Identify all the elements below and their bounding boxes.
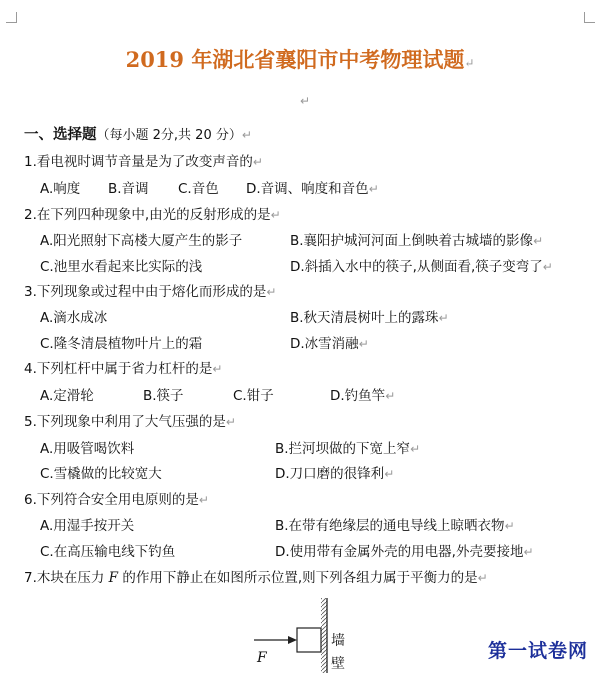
question-1-option-c: C.音色 <box>178 181 219 197</box>
question-1-option-d: D.音调、响度和音色↵ <box>246 181 379 197</box>
paragraph-mark: ↵ <box>300 94 311 108</box>
question-5-stem: 5.下列现象中利用了大气压强的是↵ <box>24 414 236 430</box>
question-1-stem: 1.看电视时调节音量是为了改变声音的↵ <box>24 154 263 170</box>
crop-mark-top-right <box>584 12 595 23</box>
question-2-stem: 2.在下列四种现象中,由光的反射形成的是↵ <box>24 207 281 223</box>
question-7-stem: 7.木块在压力 F 的作用下静止在如图所示位置,则下列各组力属于平衡力的是↵ <box>24 570 488 586</box>
question-3-option-b: B.秋天清晨树叶上的露珠↵ <box>290 310 449 326</box>
question-3-option-c: C.隆冬清晨植物叶片上的霜 <box>40 336 203 352</box>
question-2-option-c: C.池里水看起来比实际的浅 <box>40 259 203 275</box>
question-2-option-a: A.阳光照射下高楼大厦产生的影子 <box>40 233 243 249</box>
crop-mark-top-left <box>6 12 17 23</box>
question-5-option-b: B.拦河坝做的下宽上窄↵ <box>275 441 421 457</box>
force-arrowhead <box>288 636 297 644</box>
question-6-stem: 6.下列符合安全用电原则的是↵ <box>24 492 209 508</box>
question-6-option-b: B.在带有绝缘层的通电导线上晾晒衣物↵ <box>275 518 515 534</box>
question-4-option-d: D.钓鱼竿↵ <box>330 388 396 404</box>
question-3-stem: 3.下列现象或过程中由于熔化而形成的是↵ <box>24 284 277 300</box>
question-4-option-a: A.定滑轮 <box>40 388 94 404</box>
question-6-option-a: A.用湿手按开关 <box>40 518 135 534</box>
question-4-stem: 4.下列杠杆中属于省力杠杆的是↵ <box>24 361 223 377</box>
question-4-option-b: B.筷子 <box>143 388 184 404</box>
wall-hatching <box>321 598 327 673</box>
force-label: F <box>257 650 267 666</box>
wooden-block <box>297 628 321 652</box>
question-3-option-a: A.滴水成冰 <box>40 310 108 326</box>
question-4-option-c: C.钳子 <box>233 388 274 404</box>
question-2-option-b: B.襄阳护城河河面上倒映着古城墙的影像↵ <box>290 233 544 249</box>
wall-label-bottom: 壁 <box>331 656 345 672</box>
question-1-option-b: B.音调 <box>108 181 149 197</box>
question-2-option-d: D.斜插入水中的筷子,从侧面看,筷子变弯了↵ <box>290 259 553 275</box>
section-heading: 一、选择题（每小题 2分,共 20 分）↵ <box>24 126 252 143</box>
question-1-option-a: A.响度 <box>40 181 81 197</box>
question-5-option-d: D.刀口磨的很锋利↵ <box>275 466 395 482</box>
question-6-option-c: C.在高压输电线下钓鱼 <box>40 544 176 560</box>
page-title: 2019 年湖北省襄阳市中考物理试题↵ <box>125 47 475 72</box>
question-5-option-a: A.用吸管喝饮料 <box>40 441 135 457</box>
wall-label-top: 墙 <box>331 633 345 649</box>
question-3-option-d: D.冰雪消融↵ <box>290 336 369 352</box>
site-watermark: 第一试卷网 <box>488 640 589 662</box>
question-6-option-d: D.使用带有金属外壳的用电器,外壳要接地↵ <box>275 544 534 560</box>
question-5-option-c: C.雪橇做的比较宽大 <box>40 466 162 482</box>
